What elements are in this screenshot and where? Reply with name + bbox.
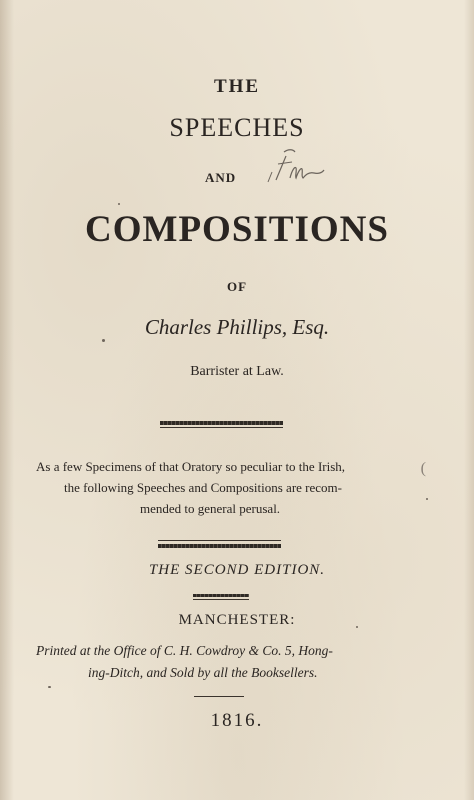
author-name: Charles Phillips, Esq. xyxy=(144,315,330,339)
imprint-line: Printed at the Office of C. H. Cowdroy & Co. 5, Hong- xyxy=(36,643,333,658)
ornamental-rule xyxy=(158,544,281,548)
epigraph-line: mended to general perusal. xyxy=(140,501,281,516)
title-line-of: OF xyxy=(226,279,248,294)
edition-statement: THE SECOND EDITION. xyxy=(148,562,326,578)
ornamental-rule xyxy=(193,594,249,597)
imprint-line: ing-Ditch, and Sold by all the Booksellers. xyxy=(88,665,318,680)
paper-speck xyxy=(426,498,428,500)
ornamental-rule-thin xyxy=(158,540,281,541)
title-line-the: THE xyxy=(213,76,261,97)
epigraph-line: the following Speeches and Compositions are recom- xyxy=(64,480,342,495)
publication-year: 1816. xyxy=(210,710,264,731)
pencil-margin-mark: ( xyxy=(420,460,426,477)
title-line-and: AND xyxy=(205,170,237,185)
imprint-city: MANCHESTER: xyxy=(178,612,296,628)
ornamental-rule-thin xyxy=(193,599,249,600)
title-line-compositions: COMPOSITIONS xyxy=(85,209,389,250)
paper-speck xyxy=(48,686,51,688)
title-line-speeches: SPEECHES xyxy=(169,113,305,142)
ornamental-rule-thin xyxy=(160,427,283,428)
paper-speck xyxy=(102,339,105,342)
author-title: Barrister at Law. xyxy=(190,364,284,379)
handwritten-signature xyxy=(262,146,332,186)
paper-speck xyxy=(118,203,120,205)
paper-speck xyxy=(356,626,358,628)
epigraph-line: As a few Specimens of that Oratory so peculiar to the Irish, xyxy=(36,459,346,474)
divider-rule xyxy=(194,696,244,697)
ornamental-rule xyxy=(160,421,283,425)
